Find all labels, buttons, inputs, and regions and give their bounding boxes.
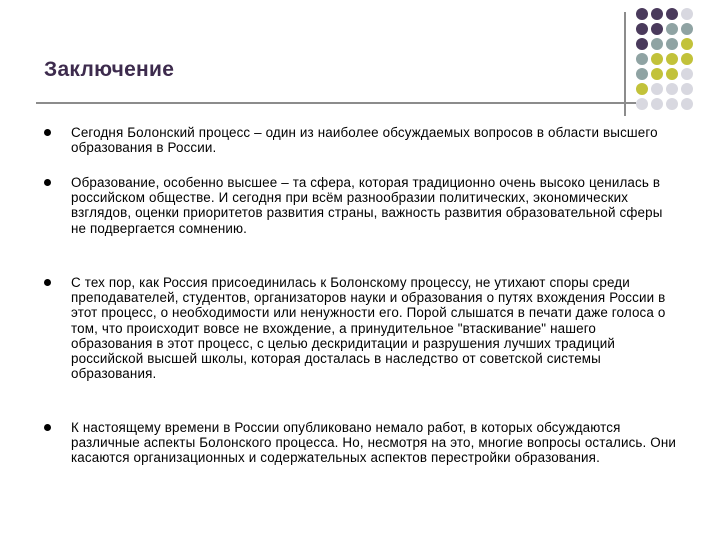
decorative-dot <box>681 68 693 80</box>
decorative-dot <box>636 83 648 95</box>
decorative-dot <box>666 38 678 50</box>
decorative-dot <box>636 53 648 65</box>
decorative-dot <box>651 23 663 35</box>
decorative-dot <box>651 83 663 95</box>
decorative-dot <box>636 38 648 50</box>
decorative-dot <box>681 98 693 110</box>
decorative-dot <box>651 68 663 80</box>
bullet-text: К настоящему времени в России опубликовано немало работ, в которых обсуждаются различные аспекты Болонского процесса. Но, несмотря на это, многие вопросы остались. Они касаются организационных и содержательных аспектов перестройки образования. <box>71 420 677 466</box>
vertical-divider <box>624 12 626 116</box>
decorative-dot <box>666 23 678 35</box>
bullet-dot-icon <box>44 424 51 431</box>
bullet-text: Сегодня Болонский процесс – один из наиболее обсуждаемых вопросов в области высшего образования в России. <box>71 125 658 156</box>
bullet-text: Образование, особенно высшее – та сфера, которая традиционно очень высоко ценилась в российском обществе. И сегодня при всём разнообразии политических, экономических взглядов, оценки приоритетов развития страны, важность развития образовательной сферы не подвергается сомнению. <box>71 175 663 236</box>
decorative-dot <box>681 53 693 65</box>
bullet-dot-icon <box>44 279 51 286</box>
decorative-dot <box>651 38 663 50</box>
decorative-dot <box>666 98 678 110</box>
bullet-dot-icon <box>44 129 51 136</box>
decorative-dot <box>681 8 693 20</box>
decorative-dot <box>651 98 663 110</box>
decorative-dot <box>666 53 678 65</box>
decorative-dot <box>681 38 693 50</box>
decorative-dot <box>681 83 693 95</box>
decorative-dot <box>666 83 678 95</box>
bullet-text: С тех пор, как Россия присоединилась к Болонскому процессу, не утихают споры среди преподавателей, студентов, организаторов науки и образования о путях вхождения России в этот процесс, о необходимости или ненужности его. Порой слышатся в печати даже голоса о том, что происходит вовсе не вхождение, а принудительное "втаскивание" нашего образования в этот процесс, с целью дескридитации и разрушения лучших традиций российской высшей школы, которая досталась в наследство от советской системы образования. <box>71 275 666 382</box>
title-underline <box>36 102 636 104</box>
decorative-dot <box>666 68 678 80</box>
bullet-dot-icon <box>44 179 51 186</box>
decorative-dot <box>651 53 663 65</box>
decorative-dot <box>636 8 648 20</box>
decorative-dot <box>651 8 663 20</box>
decorative-dot <box>666 8 678 20</box>
decorative-dot <box>636 68 648 80</box>
decorative-dot <box>681 23 693 35</box>
decorative-dot <box>636 98 648 110</box>
decorative-dot <box>636 23 648 35</box>
slide-title: Заключение <box>44 58 175 81</box>
